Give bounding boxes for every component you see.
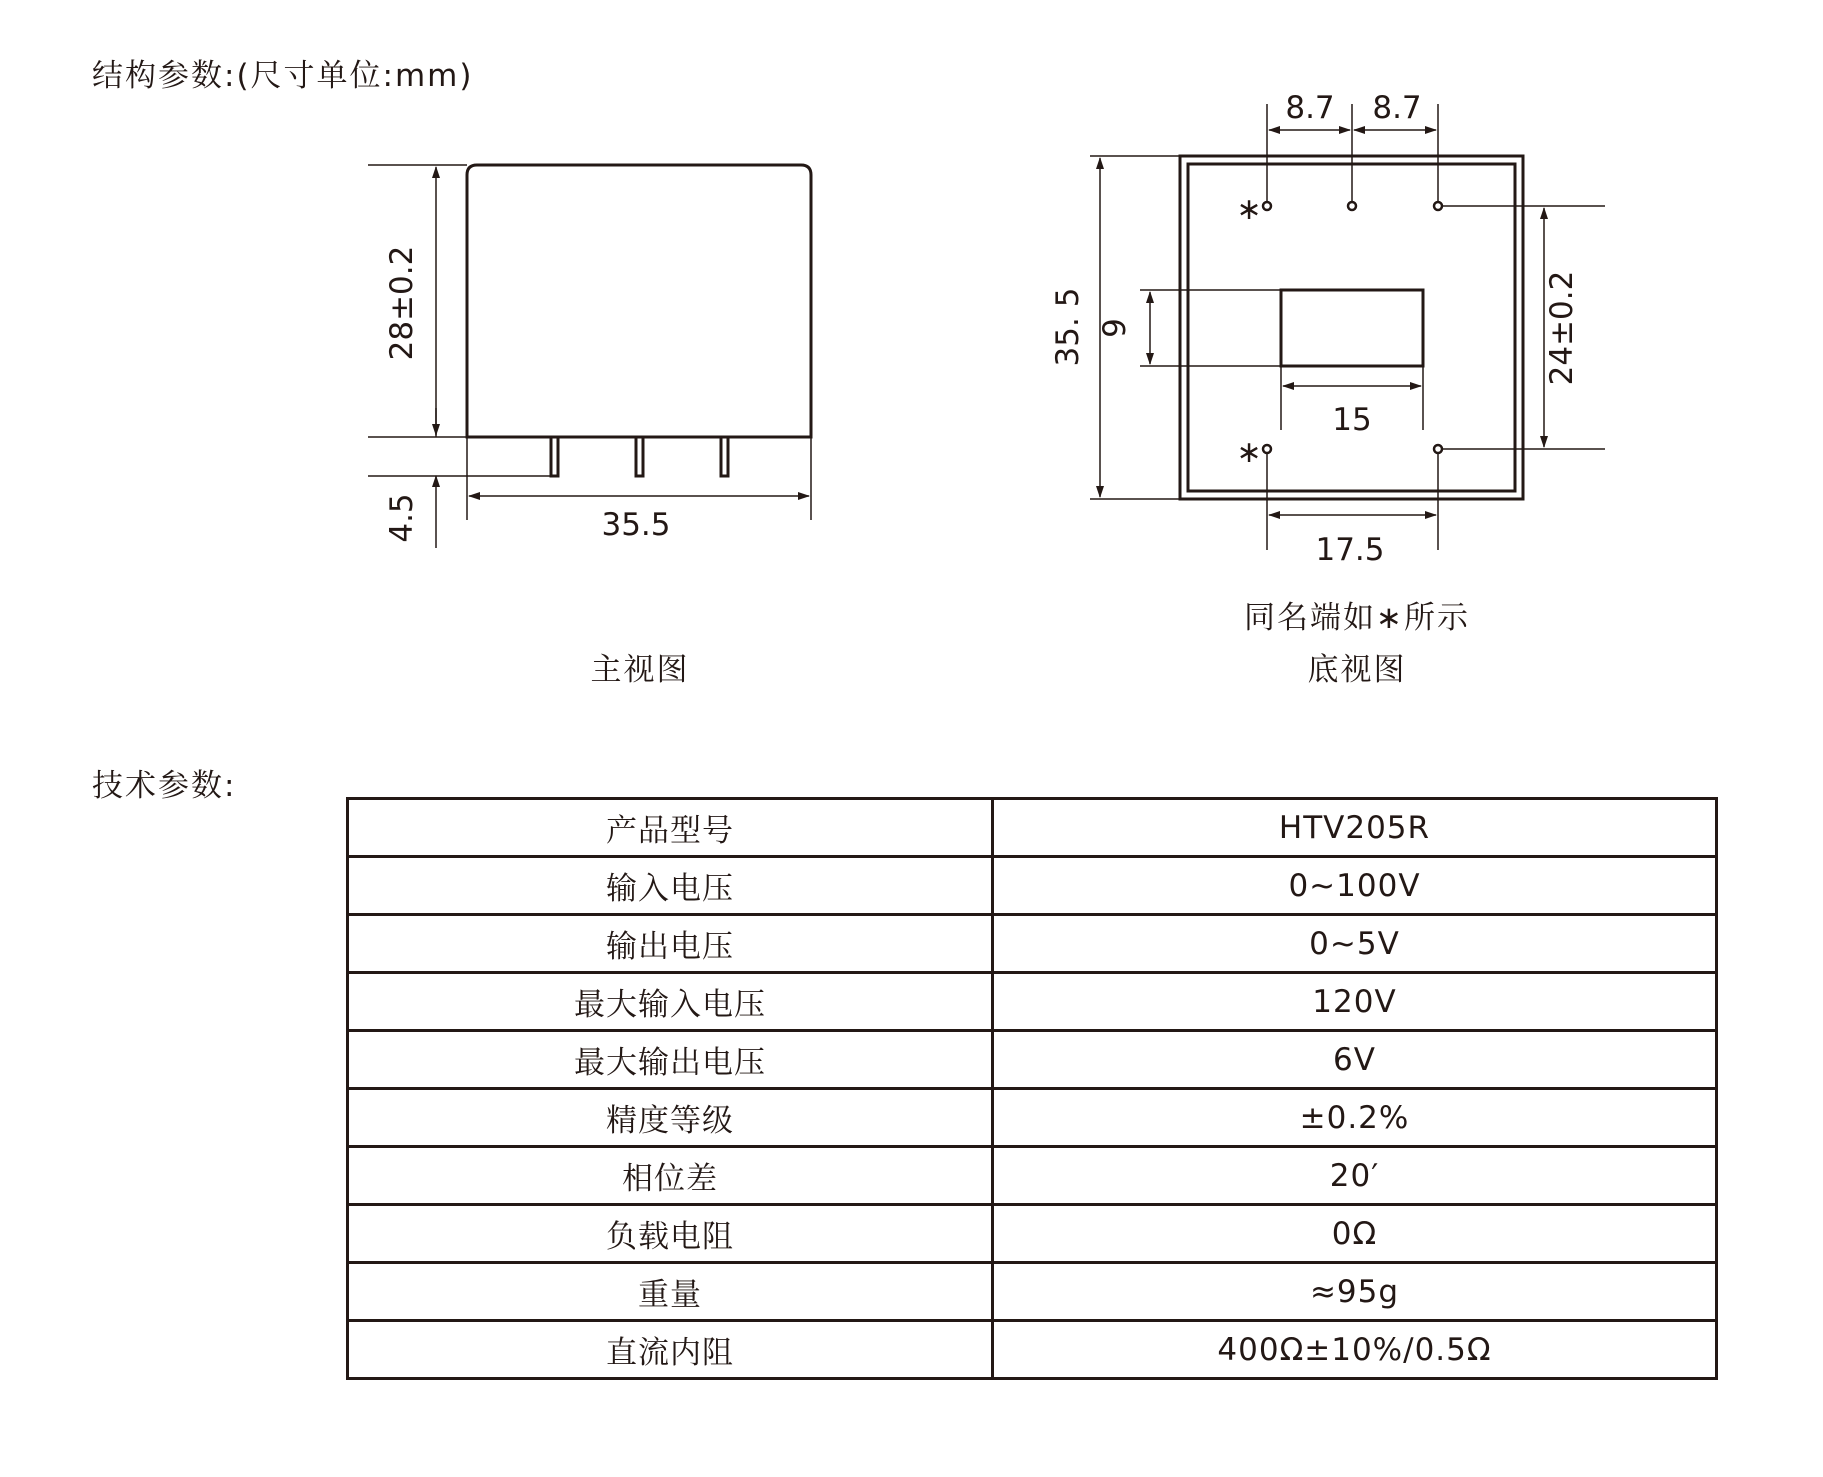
pin-row-label: 24±0.2 — [1544, 270, 1580, 386]
spec-label: 产品型号 — [348, 799, 993, 857]
spec-value: ≈95g — [993, 1263, 1717, 1321]
bottom-view-caption: 底视图 — [1307, 652, 1407, 688]
front-width-label: 35.5 — [601, 507, 671, 543]
spec-value: 120V — [993, 973, 1717, 1031]
spec-label: 最大输入电压 — [348, 973, 993, 1031]
front-pin-label: 4.5 — [384, 493, 420, 543]
bottom-outer-outline — [1180, 156, 1523, 499]
table-row — [348, 799, 1717, 857]
spec-value: 0~5V — [993, 915, 1717, 973]
bottom-height-label: 35. 5 — [1050, 287, 1086, 367]
table-row — [348, 1205, 1717, 1263]
front-pin — [721, 437, 728, 476]
front-pin — [551, 437, 558, 476]
pitch-left-label: 8.7 — [1285, 90, 1335, 126]
table-row — [348, 1263, 1717, 1321]
table-row — [348, 915, 1717, 973]
spec-label: 最大输出电压 — [348, 1031, 993, 1089]
bottom-pin — [1434, 202, 1442, 210]
polarity-marker: ∗ — [1236, 192, 1262, 227]
front-body-outline — [467, 165, 811, 437]
bottom-pin — [1263, 202, 1271, 210]
spec-value: 0Ω — [993, 1205, 1717, 1263]
spec-label: 相位差 — [348, 1147, 993, 1205]
spec-value: HTV205R — [993, 799, 1717, 857]
spec-label: 重量 — [348, 1263, 993, 1321]
spec-value: 20′ — [993, 1147, 1717, 1205]
polarity-marker: ∗ — [1236, 435, 1262, 470]
front-pin — [636, 437, 643, 476]
spec-value: ±0.2% — [993, 1089, 1717, 1147]
window-width-label: 15 — [1332, 402, 1372, 438]
table-row — [348, 1089, 1717, 1147]
table-row — [348, 857, 1717, 915]
structure-heading: 结构参数:(尺寸单位:mm) — [92, 58, 474, 94]
spec-label: 直流内阻 — [348, 1321, 993, 1379]
window-height-label: 9 — [1097, 318, 1133, 338]
pin-span-label: 17.5 — [1315, 532, 1385, 568]
front-view-caption: 主视图 — [590, 652, 690, 688]
bottom-pin — [1263, 445, 1271, 453]
spec-table — [346, 797, 1718, 1380]
table-row — [348, 1031, 1717, 1089]
table-row — [348, 973, 1717, 1031]
spec-label: 输入电压 — [348, 857, 993, 915]
front-view — [368, 165, 811, 548]
table-row — [348, 1147, 1717, 1205]
bottom-pin — [1348, 202, 1356, 210]
table-row — [348, 1321, 1717, 1379]
bottom-view — [1090, 104, 1605, 550]
spec-value: 0~100V — [993, 857, 1717, 915]
spec-label: 精度等级 — [348, 1089, 993, 1147]
spec-label: 负载电阻 — [348, 1205, 993, 1263]
spec-value: 6V — [993, 1031, 1717, 1089]
spec-value: 400Ω±10%/0.5Ω — [993, 1321, 1717, 1379]
spec-label: 输出电压 — [348, 915, 993, 973]
bottom-window — [1281, 290, 1423, 366]
tech-heading: 技术参数: — [92, 768, 237, 804]
polarity-note: 同名端如∗所示 — [1244, 600, 1470, 636]
bottom-pin — [1434, 445, 1442, 453]
front-height-label: 28±0.2 — [384, 245, 420, 361]
pitch-right-label: 8.7 — [1372, 90, 1422, 126]
